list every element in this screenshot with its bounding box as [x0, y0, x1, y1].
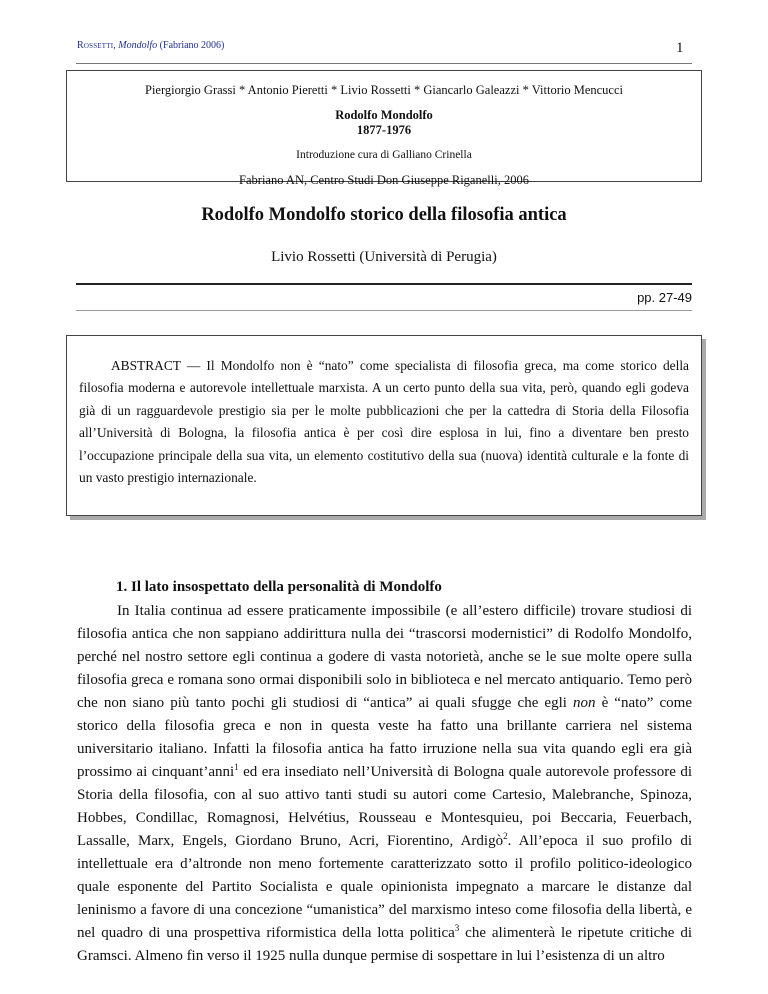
article-author: Livio Rossetti (Università di Perugia)	[271, 249, 497, 265]
book-title: Rodolfo Mondolfo	[335, 108, 433, 122]
book-publisher: Fabriano AN, Centro Studi Don Giuseppe Riganelli, 2006	[239, 173, 529, 187]
running-head	[77, 40, 224, 51]
body-text-run: è “nato” come storico della filosofia greca e non in questa veste ha fatto una brillante carriera nel sistema universitario italiano. Infatti la filosofia antica ha fatto irruzione nella sua vita quando egli era già prossimo ai cinquant’anni	[77, 695, 693, 780]
running-head-separator: ,	[113, 40, 119, 51]
book-dates: 1877-1976	[356, 123, 412, 137]
abstract-box	[66, 335, 702, 516]
abstract-text: ABSTRACT — Il Mondolfo non è “nato” come specialista di filosofia greca, ma come storico della filosofia moderna e autorevole intellettuale marxista. A un certo punto della sua vita, però, quando egli godeva già di un ragguardevole prestigio sia per le molte pubblicazioni che per la cattedra di Storia della Filosofia all’Università di Bologna, la filosofia antica è per così dire esplosa in lui, fino a diventare ben presto l’occupazione principale della sua vita, un elemento costitutivo della sua (nuova) identità culturale e la fonte di un vasto prestigio internazionale.	[79, 358, 689, 486]
body-text-run: ed era insediato nell’Università di Bologna quale autorevole professore di Storia della filosofia, con al suo attivo tanti studi su autori come Cartesio, Malebranche, Spinoza, Hobbes, Condillac, Romagnosi, Helvétius, Rousseau e Montesquieu, poi Beccaria, Feuerbach, Lassalle, Marx, Engels, Giordano Bruno, Acri, Fiorentino, Ardigò	[77, 764, 692, 849]
page-range: pp. 27-49	[637, 290, 692, 305]
bibliographic-box	[66, 70, 702, 187]
body-text-run: . All’epoca il suo profilo di intellettuale era d’altronde non meno fortemente caratterizzato sotto il profilo politico-ideologico quale esponente del Partito Socialista e quale opinionista impegnato a marcare le distanze dal leninismo a favore di una concezione “umanistica” del marxismo inteso come filosofia della libertà, e nel quadro di una prospettiva riformistica della lotta politica	[77, 833, 692, 941]
book-authors: Piergiorgio Grassi * Antonio Pieretti * Livio Rossetti * Giancarlo Galeazzi * Vittorio Mencucci	[145, 83, 623, 97]
body-paragraph	[77, 600, 692, 968]
title-rule	[76, 283, 692, 285]
body-text	[77, 600, 692, 968]
header-rule	[76, 63, 692, 64]
body-text-run: che alimenterà le ripetute critiche di Gramsci. Almeno fin verso il 1925 nulla dunque permise di sospettare in lui l’esistenza di un altro	[77, 925, 692, 964]
footnote-ref-3[interactable]: 3	[454, 923, 460, 933]
section-heading: 1. Il lato insospettato della personalità di Mondolfo	[116, 579, 442, 595]
book-introduction: Introduzione cura di Galliano Crinella	[296, 149, 472, 161]
body-emphasis: non	[573, 695, 596, 711]
running-head-work: Mondolfo	[118, 40, 158, 51]
body-text-run: In Italia continua ad essere praticamente impossibile (e all’estero difficile) trovare studiosi di filosofia antica che non sappiano addirittura nulla dei “trascorsi modernistici” di Rodolfo Mondolfo, perché nel nostro settore egli continua a godere di vasta notorietà, anche se le sue molte opere sulla filosofia greca e romana sono ormai disponibili solo in biblioteca e nel mercato antiquario. Temo però che non siano più tanto pochi gli studiosi di “antica” ai quali sfugge che egli	[77, 603, 692, 711]
footnote-ref-2[interactable]: 2	[503, 831, 508, 841]
page-range-rule	[76, 310, 692, 311]
book-title-block	[67, 108, 701, 138]
page-number: 1	[676, 40, 684, 56]
running-head-author: Rossetti	[77, 40, 114, 51]
article-title: Rodolfo Mondolfo storico della filosofia antica	[201, 205, 567, 225]
running-head-year: (Fabriano 2006)	[157, 40, 225, 51]
footnote-ref-1[interactable]: 1	[234, 762, 239, 772]
